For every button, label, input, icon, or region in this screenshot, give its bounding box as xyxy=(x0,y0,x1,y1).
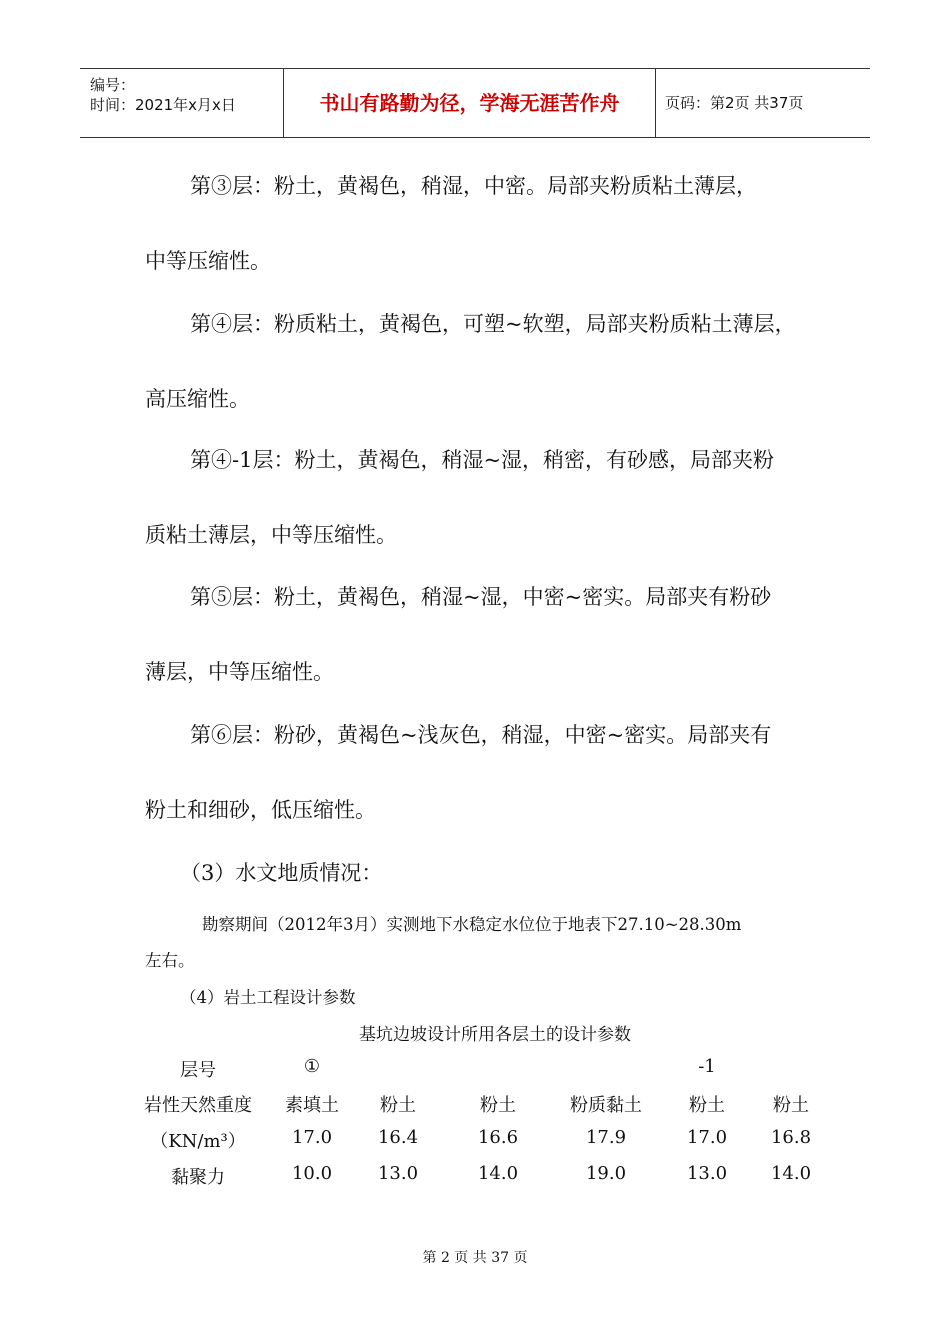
table-cell: 16.6 xyxy=(477,1127,519,1148)
paragraph: 薄层，中等压缩性。 xyxy=(145,660,334,684)
table-cell: 粉土 xyxy=(380,1095,416,1116)
paragraph: 质粘土薄层，中等压缩性。 xyxy=(145,523,397,547)
table-cell: 13.0 xyxy=(686,1163,728,1184)
paragraph: 第⑥层：粉砂，黄褐色~浅灰色，稍湿，中密~密实。局部夹有 xyxy=(190,723,772,747)
header-slogan: 书山有路勤为径，学海无涯苦作舟 xyxy=(319,91,620,115)
table-cell: 粉土 xyxy=(689,1095,725,1116)
header-page-info: 页码：第2页 共37页 xyxy=(665,94,804,112)
paragraph: 中等压缩性。 xyxy=(145,249,271,273)
table-cell: 17.0 xyxy=(686,1127,728,1148)
table-cell: -1 xyxy=(698,1056,716,1077)
table-cell: 10.0 xyxy=(291,1163,333,1184)
header-divider xyxy=(655,69,656,137)
table-cell: 黏聚力 xyxy=(171,1167,225,1188)
paragraph: 第③层：粉土，黄褐色，稍湿，中密。局部夹粉质粘土薄层， xyxy=(190,174,757,198)
paragraph: 粉土和细砂，低压缩性。 xyxy=(145,798,376,822)
table-cell: 17.0 xyxy=(291,1127,333,1148)
page-header xyxy=(80,68,870,138)
survey-line: 勘察期间（2012年3月）实测地下水稳定水位位于地表下27.10~28.30m xyxy=(202,915,742,934)
paragraph: 高压缩性。 xyxy=(145,387,250,411)
table-cell: 16.4 xyxy=(377,1127,419,1148)
doc-time-label: 时间：2021年x月x日 xyxy=(90,96,236,114)
paragraph: 第④层：粉质粘土，黄褐色，可塑~软塑，局部夹粉质粘土薄层， xyxy=(190,312,796,336)
table-cell: （KN/m³） xyxy=(150,1131,246,1152)
section-heading: （3）水文地质情况： xyxy=(180,861,383,885)
paragraph: 第④-1层：粉土，黄褐色，稍湿~湿，稍密，有砂感，局部夹粉 xyxy=(190,448,775,472)
table-cell: 19.0 xyxy=(585,1163,627,1184)
table-cell: 14.0 xyxy=(770,1163,812,1184)
header-meta xyxy=(90,75,236,115)
table-cell: ① xyxy=(303,1056,321,1077)
table-cell: 粉土 xyxy=(480,1095,516,1116)
table-title: 基坑边坡设计所用各层土的设计参数 xyxy=(359,1025,631,1045)
doc-number-label: 编号： xyxy=(90,76,136,94)
table-cell: 14.0 xyxy=(477,1163,519,1184)
table-cell: 16.8 xyxy=(770,1127,812,1148)
table-cell: 13.0 xyxy=(377,1163,419,1184)
paragraph: 第⑤层：粉土，黄褐色，稍湿~湿，中密~密实。局部夹有粉砂 xyxy=(190,585,772,609)
page-footer: 第 2 页 共 37 页 xyxy=(422,1250,528,1266)
section-heading: （4）岩土工程设计参数 xyxy=(180,988,356,1007)
table-cell: 粉质黏土 xyxy=(570,1095,642,1116)
table-cell: 粉土 xyxy=(773,1095,809,1116)
table-cell: 岩性天然重度 xyxy=(144,1095,252,1116)
survey-line: 左右。 xyxy=(145,951,195,970)
table-cell: 17.9 xyxy=(585,1127,627,1148)
table-cell: 层号 xyxy=(180,1060,216,1081)
table-cell: 素填土 xyxy=(285,1095,339,1116)
